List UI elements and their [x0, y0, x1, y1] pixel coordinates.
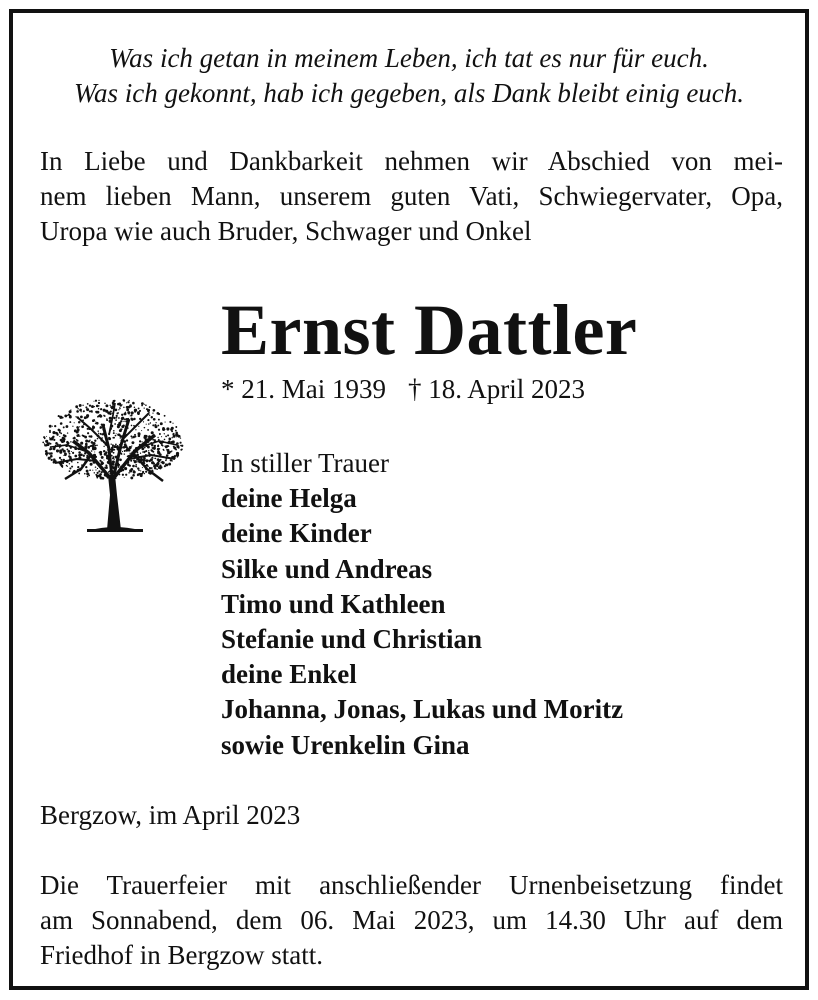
- deceased-name: Ernst Dattler: [221, 290, 638, 370]
- death-date: † 18. April 2023: [408, 374, 586, 404]
- funeral-line: Die Trauerfeier mit anschließender Urnenbeisetzung findet: [40, 870, 783, 900]
- mourner-line: deine Kinder: [221, 518, 372, 549]
- obituary-frame: [9, 9, 809, 990]
- mourner-line: Johanna, Jonas, Lukas und Moritz: [221, 694, 624, 725]
- mourner-line: Silke und Andreas: [221, 553, 433, 584]
- funeral-notice: [40, 868, 783, 973]
- tree-icon: [37, 395, 189, 535]
- mourner-line: deine Enkel: [221, 659, 357, 690]
- mourner-line: Timo und Kathleen: [221, 588, 446, 619]
- intro-line: nem lieben Mann, unserem guten Vati, Schwiegervater, Opa,: [40, 181, 783, 211]
- intro-line: Uropa wie auch Bruder, Schwager und Onkel: [40, 216, 532, 246]
- poem-line: Was ich getan in meinem Leben, ich tat es nur für euch.: [109, 43, 709, 73]
- poem: [13, 41, 805, 111]
- obituary-content: [13, 13, 805, 986]
- poem-line: Was ich gekonnt, hab ich gegeben, als Dank bleibt einig euch.: [73, 78, 745, 108]
- place-date: Bergzow, im April 2023: [40, 800, 301, 830]
- intro-line: In Liebe und Dankbarkeit nehmen wir Abschied von mei-: [40, 146, 783, 176]
- life-dates: [221, 372, 585, 406]
- birth-date: * 21. Mai 1939: [221, 374, 386, 404]
- funeral-line: Friedhof in Bergzow statt.: [40, 940, 323, 970]
- mourner-line: deine Helga: [221, 483, 357, 514]
- mourners: [221, 446, 623, 763]
- funeral-line: am Sonnabend, dem 06. Mai 2023, um 14.30 Uhr auf dem: [40, 905, 783, 935]
- mourning-heading: In stiller Trauer: [221, 448, 389, 478]
- intro-text: [40, 144, 783, 249]
- mourner-line: sowie Urenkelin Gina: [221, 729, 470, 760]
- mourner-line: Stefanie und Christian: [221, 624, 483, 655]
